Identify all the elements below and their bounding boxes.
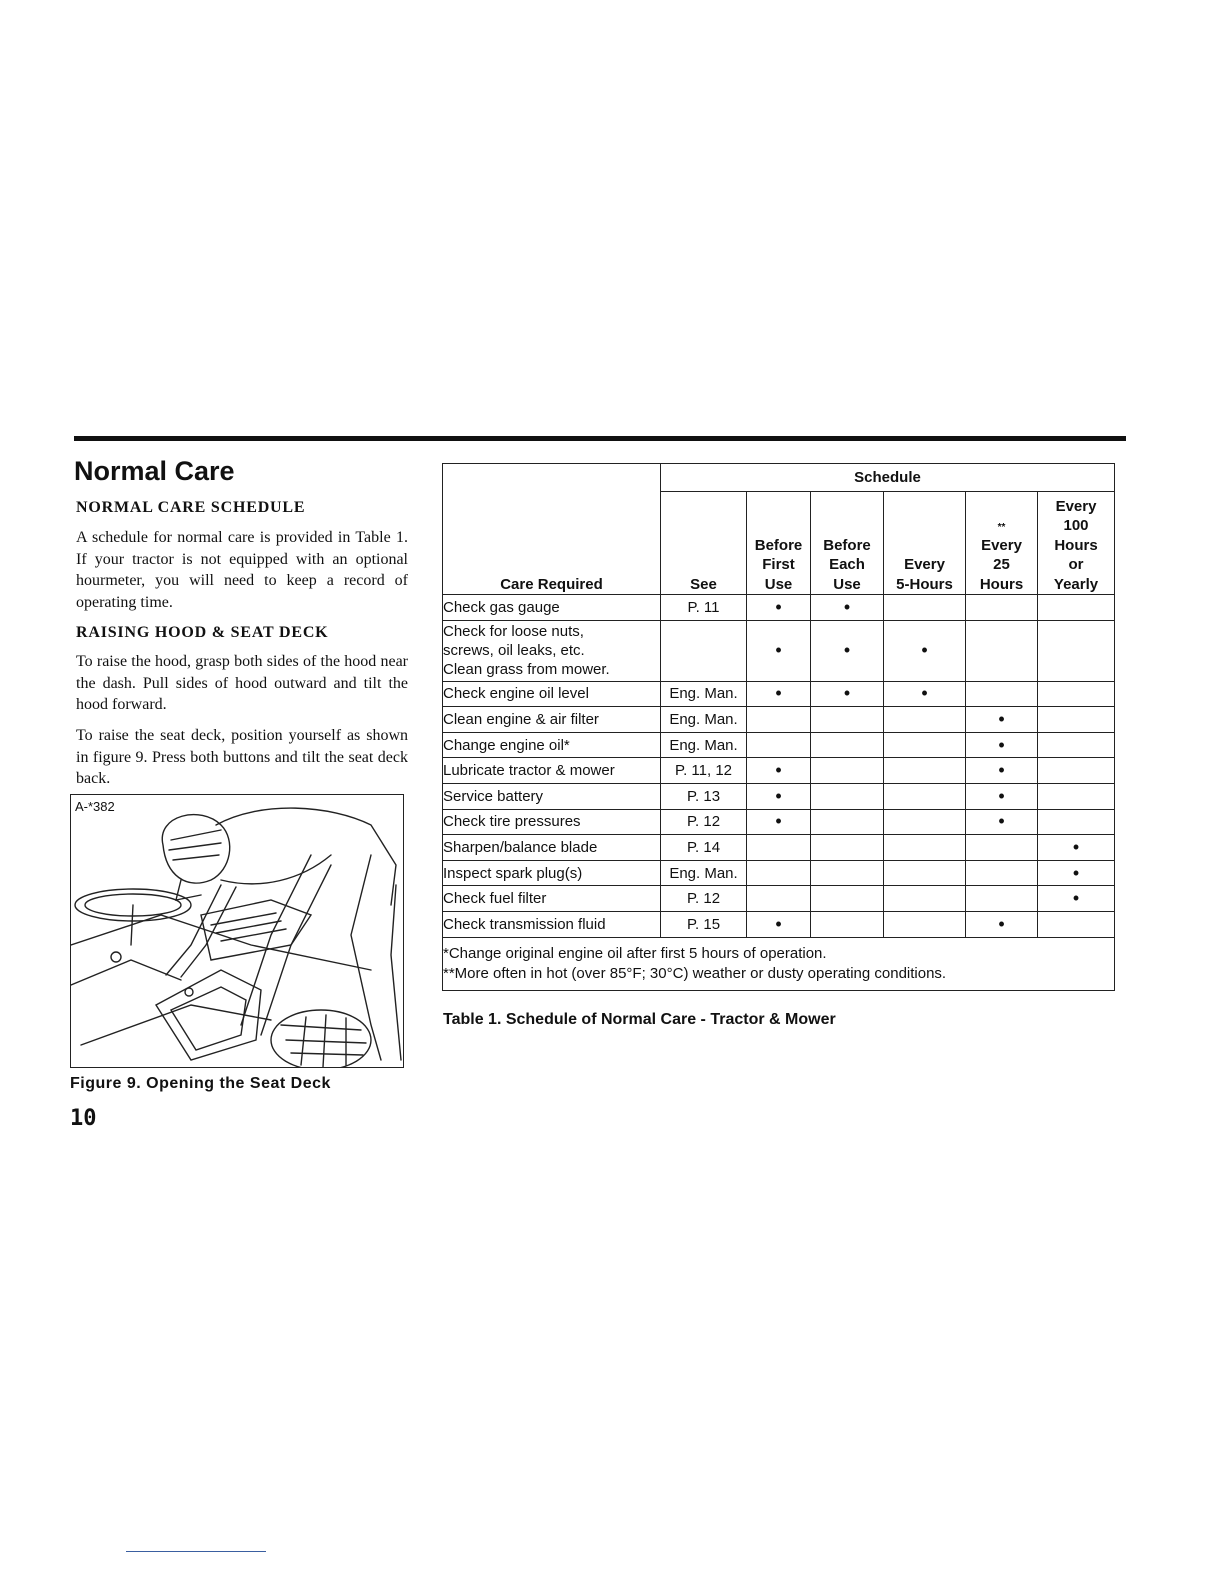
cell-scheduled-dot: • <box>966 707 1038 733</box>
cell-see-reference: P. 14 <box>661 835 747 861</box>
table-row <box>443 732 1115 758</box>
header-schedule: Schedule <box>661 464 1115 492</box>
cell-empty <box>884 783 966 809</box>
cell-empty <box>1038 732 1115 758</box>
header-before-each-use: Before Each Use <box>811 492 884 595</box>
cell-empty <box>966 620 1038 681</box>
table-caption: Table 1. Schedule of Normal Care - Tractor & Mower <box>443 1011 836 1028</box>
table-body <box>443 595 1115 938</box>
table-row <box>443 620 1115 681</box>
cell-scheduled-dot: • <box>811 595 884 621</box>
cell-empty <box>811 707 884 733</box>
note-engine-oil: *Change original engine oil after first 5 hours of operation. <box>443 944 827 962</box>
section-text-schedule: A schedule for normal care is provided in Table 1. If your tractor is not equipped with an optional hourmeter, you will need to keep a record of operating time. <box>76 529 408 611</box>
header-see: See <box>661 492 747 595</box>
page-title: Normal Care <box>74 456 235 486</box>
header-before-first-use: Before First Use <box>747 492 811 595</box>
cell-empty <box>966 595 1038 621</box>
header-every-5-hours: Every 5-Hours <box>884 492 966 595</box>
table-row <box>443 809 1115 835</box>
cell-empty <box>1038 783 1115 809</box>
figure-illustration <box>70 794 404 1068</box>
cell-scheduled-dot: • <box>747 758 811 784</box>
cell-scheduled-dot: • <box>747 681 811 707</box>
cell-empty <box>811 911 884 937</box>
table-row <box>443 860 1115 886</box>
table-row <box>443 835 1115 861</box>
cell-scheduled-dot: • <box>747 809 811 835</box>
section-heading-raising: RAISING HOOD & SEAT DECK <box>76 624 329 641</box>
cell-scheduled-dot: • <box>966 809 1038 835</box>
table-row <box>443 595 1115 621</box>
cell-care-task: Check transmission fluid <box>443 911 661 937</box>
cell-see-reference: P. 13 <box>661 783 747 809</box>
table-row <box>443 911 1115 937</box>
care-schedule-table <box>442 463 1115 991</box>
cell-empty <box>811 809 884 835</box>
cell-empty <box>1038 595 1115 621</box>
cell-empty <box>811 758 884 784</box>
table-row <box>443 707 1115 733</box>
cell-see-reference: Eng. Man. <box>661 860 747 886</box>
cell-scheduled-dot: • <box>1038 835 1115 861</box>
cell-empty <box>811 783 884 809</box>
cell-see-reference: P. 11 <box>661 595 747 621</box>
cell-scheduled-dot: • <box>747 911 811 937</box>
cell-care-task: Sharpen/balance blade <box>443 835 661 861</box>
bottom-rule <box>126 1551 266 1552</box>
cell-empty <box>884 835 966 861</box>
cell-empty <box>966 681 1038 707</box>
cell-care-task: Check tire pressures <box>443 809 661 835</box>
cell-empty <box>811 835 884 861</box>
cell-scheduled-dot: • <box>1038 886 1115 912</box>
cell-empty <box>811 732 884 758</box>
section-heading-schedule: NORMAL CARE SCHEDULE <box>76 499 306 516</box>
cell-empty <box>1038 911 1115 937</box>
cell-scheduled-dot: • <box>1038 860 1115 886</box>
cell-care-task: Change engine oil* <box>443 732 661 758</box>
top-rule <box>74 436 1126 441</box>
cell-empty <box>966 835 1038 861</box>
cell-empty <box>1038 681 1115 707</box>
cell-scheduled-dot: • <box>966 732 1038 758</box>
cell-see-reference: Eng. Man. <box>661 732 747 758</box>
cell-empty <box>884 911 966 937</box>
cell-empty <box>884 860 966 886</box>
cell-empty <box>1038 707 1115 733</box>
table-header-row-top <box>443 464 1115 492</box>
cell-empty <box>747 860 811 886</box>
cell-empty <box>747 732 811 758</box>
cell-see-reference: P. 11, 12 <box>661 758 747 784</box>
cell-care-task: Check engine oil level <box>443 681 661 707</box>
cell-scheduled-dot: • <box>966 783 1038 809</box>
cell-empty <box>884 595 966 621</box>
cell-scheduled-dot: • <box>747 783 811 809</box>
cell-empty <box>966 860 1038 886</box>
cell-care-task: Clean engine & air filter <box>443 707 661 733</box>
header-care-required: Care Required <box>443 464 661 595</box>
cell-scheduled-dot: • <box>884 681 966 707</box>
cell-scheduled-dot: • <box>747 620 811 681</box>
tractor-person-illustration <box>71 795 404 1068</box>
note-hot-weather: **More often in hot (over 85°F; 30°C) weather or dusty operating conditions. <box>443 964 947 982</box>
table-notes <box>443 937 1115 990</box>
cell-care-task: Check fuel filter <box>443 886 661 912</box>
cell-scheduled-dot: • <box>811 620 884 681</box>
cell-empty <box>884 758 966 784</box>
table-row <box>443 681 1115 707</box>
cell-care-task: Check for loose nuts, screws, oil leaks, etc. Clean grass from mower. <box>443 620 661 681</box>
cell-scheduled-dot: • <box>811 681 884 707</box>
cell-empty <box>884 886 966 912</box>
table-notes-row <box>443 937 1115 990</box>
cell-see-reference <box>661 620 747 681</box>
cell-scheduled-dot: • <box>747 595 811 621</box>
cell-care-task: Inspect spark plug(s) <box>443 860 661 886</box>
table-row <box>443 758 1115 784</box>
cell-see-reference: P. 12 <box>661 886 747 912</box>
cell-see-reference: P. 12 <box>661 809 747 835</box>
cell-empty <box>811 860 884 886</box>
cell-see-reference: Eng. Man. <box>661 681 747 707</box>
cell-empty <box>1038 758 1115 784</box>
cell-empty <box>884 732 966 758</box>
cell-care-task: Lubricate tractor & mower <box>443 758 661 784</box>
page-number: 10 <box>70 1106 97 1131</box>
cell-care-task: Check gas gauge <box>443 595 661 621</box>
cell-empty <box>884 707 966 733</box>
cell-care-task: Service battery <box>443 783 661 809</box>
cell-empty <box>747 707 811 733</box>
table-row <box>443 783 1115 809</box>
cell-scheduled-dot: • <box>966 758 1038 784</box>
cell-empty <box>747 886 811 912</box>
cell-empty <box>966 886 1038 912</box>
cell-empty <box>747 835 811 861</box>
section-text-seat-deck: To raise the seat deck, position yourself as shown in figure 9. Press both buttons and tilt the seat deck back. <box>76 727 408 787</box>
cell-empty <box>811 886 884 912</box>
section-text-hood: To raise the hood, grasp both sides of the hood near the dash. Pull sides of hood outward and tilt the hood forward. <box>76 653 408 713</box>
header-every-100-hours: Every 100 Hours or Yearly <box>1038 492 1115 595</box>
table-row <box>443 886 1115 912</box>
figure-code: A-*382 <box>75 799 115 814</box>
header-every-25-hours: ** Every 25 Hours <box>966 492 1038 595</box>
figure-caption: Figure 9. Opening the Seat Deck <box>70 1075 331 1092</box>
cell-scheduled-dot: • <box>966 911 1038 937</box>
cell-scheduled-dot: • <box>884 620 966 681</box>
cell-empty <box>884 809 966 835</box>
cell-see-reference: Eng. Man. <box>661 707 747 733</box>
cell-empty <box>1038 620 1115 681</box>
cell-empty <box>1038 809 1115 835</box>
cell-see-reference: P. 15 <box>661 911 747 937</box>
